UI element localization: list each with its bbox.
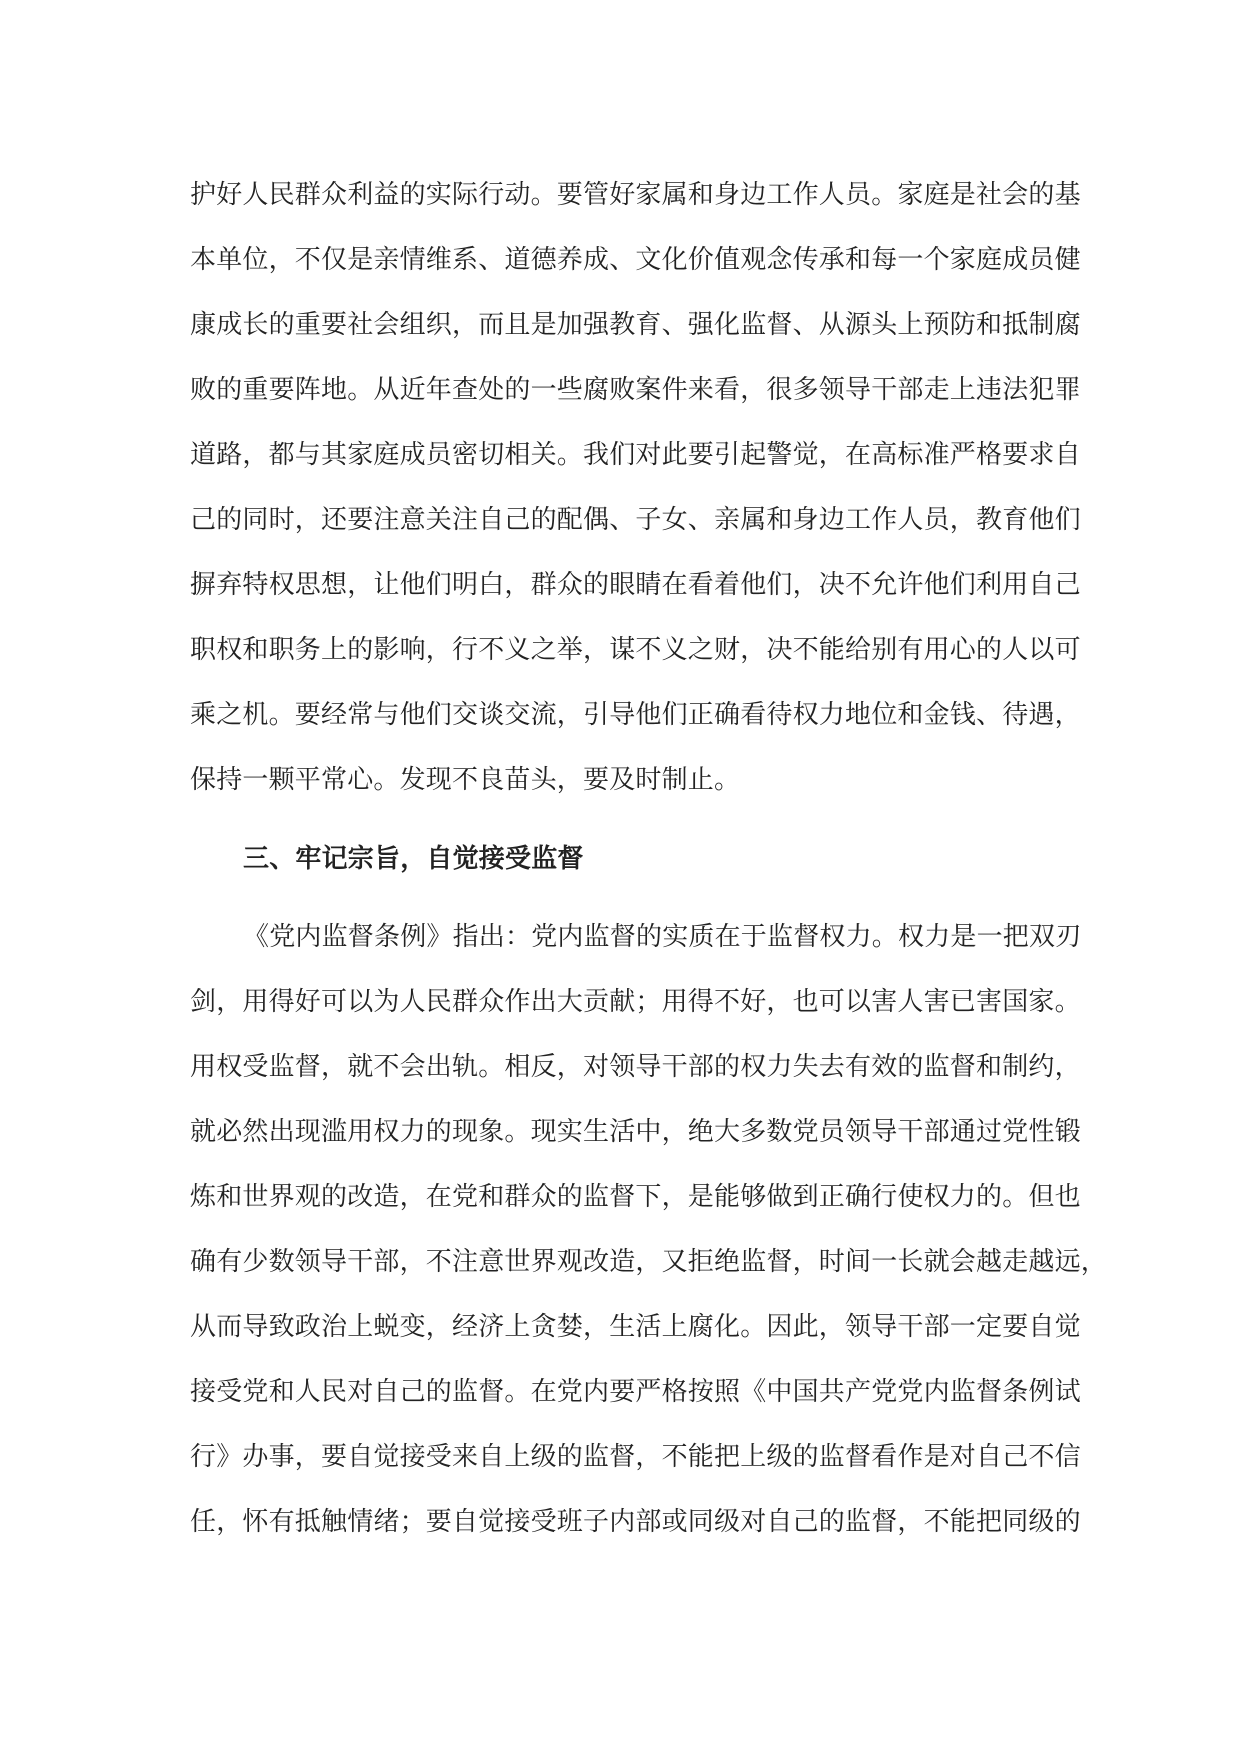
- text-line: 职权和职务上的影响，行不义之举，谋不义之财，决不能给别有用心的人以可: [190, 635, 1081, 665]
- text-line: 护好人民群众利益的实际行动。要管好家属和身边工作人员。家庭是社会的基: [190, 180, 1081, 210]
- text-line: 就必然出现滥用权力的现象。现实生活中，绝大多数党员领导干部通过党性锻: [190, 1117, 1081, 1147]
- text-line: 败的重要阵地。从近年查处的一些腐败案件来看，很多领导干部走上违法犯罪: [190, 375, 1081, 405]
- text-line: 己的同时，还要注意关注自己的配偶、子女、亲属和身边工作人员，教育他们: [190, 505, 1081, 535]
- text-line: 康成长的重要社会组织，而且是加强教育、强化监督、从源头上预防和抵制腐: [190, 310, 1081, 340]
- text-line: 行》办事，要自觉接受来自上级的监督，不能把上级的监督看作是对自己不信: [190, 1442, 1081, 1472]
- text-line: 接受党和人民对自己的监督。在党内要严格按照《中国共产党党内监督条例试: [190, 1377, 1081, 1407]
- text-line: 《党内监督条例》指出：党内监督的实质在于监督权力。权力是一把双刃: [243, 922, 1082, 952]
- text-line: 道路，都与其家庭成员密切相关。我们对此要引起警觉，在高标准严格要求自: [190, 440, 1081, 470]
- section-heading: 三、牢记宗旨，自觉接受监督: [243, 844, 584, 874]
- text-line: 保持一颗平常心。发现不良苗头，要及时制止。: [190, 765, 741, 795]
- text-line: 从而导致政治上蜕变，经济上贪婪，生活上腐化。因此，领导干部一定要自觉: [190, 1312, 1081, 1342]
- text-line: 炼和世界观的改造，在党和群众的监督下，是能够做到正确行使权力的。但也: [190, 1182, 1081, 1212]
- text-line: 本单位，不仅是亲情维系、道德养成、文化价值观念传承和每一个家庭成员健: [190, 245, 1081, 275]
- text-line: 确有少数领导干部，不注意世界观改造，又拒绝监督，时间一长就会越走越远，: [190, 1247, 1108, 1277]
- text-line: 摒弃特权思想，让他们明白，群众的眼睛在看着他们，决不允许他们利用自己: [190, 570, 1081, 600]
- text-line: 剑，用得好可以为人民群众作出大贡献；用得不好，也可以害人害已害国家。: [190, 987, 1081, 1017]
- text-line: 任，怀有抵触情绪；要自觉接受班子内部或同级对自己的监督，不能把同级的: [190, 1507, 1081, 1537]
- text-line: 乘之机。要经常与他们交谈交流，引导他们正确看待权力地位和金钱、待遇，: [190, 700, 1081, 730]
- text-line: 用权受监督，就不会出轨。相反，对领导干部的权力失去有效的监督和制约，: [190, 1052, 1081, 1082]
